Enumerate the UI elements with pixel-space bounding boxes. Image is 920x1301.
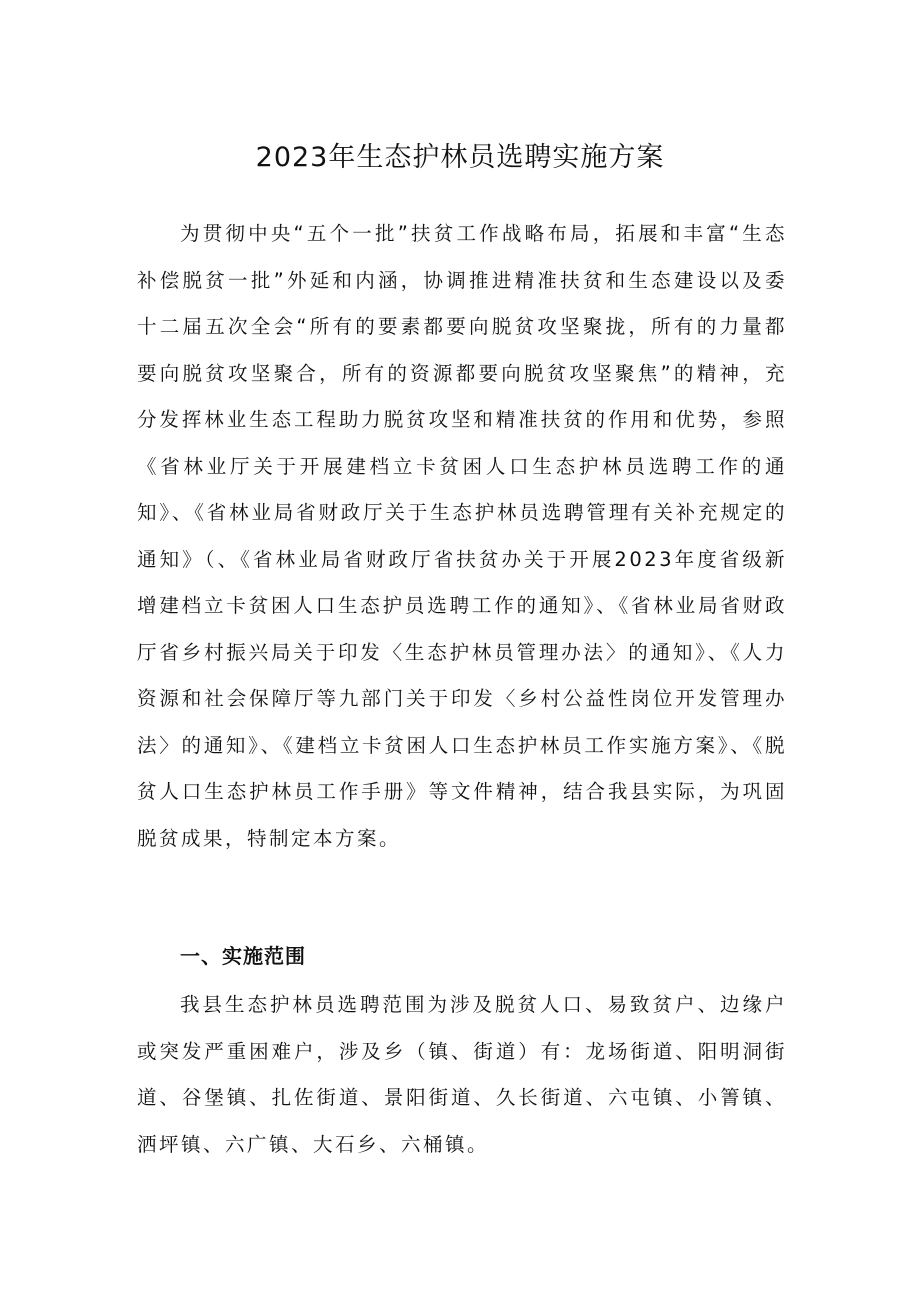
intro-paragraph: 为贯彻中央“五个一批”扶贫工作战略布局，拓展和丰富“生态补偿脱贫一批”外延和内涵，协调推进精准扶贫和生态建设以及委十二届五次全会“所有的要素都要向脱贫攻坚聚拢，所有的力量都要向脱贫攻坚聚合，所有的资源都要向脱贫攻坚聚焦”的精神，充分发挥林业生态工程助力脱贫攻坚和精准扶贫的作用和优势，参照《省林业厅关于开展建档立卡贫困人口生态护林员选聘工作的通知》、《省林业局省财政厅关于生态护林员选聘管理有关补充规定的通知》（、《省林业局省财政厅省扶贫办关于开展2023年度省级新增建档立卡贫困人口生态护员选聘工作的通知》、《省林业局省财政厅省乡村振兴局关于印发〈生态护林员管理办法〉的通知》、《人力资源和社会保障厅等九部门关于印发〈乡村公益性岗位开发管理办法〉的通知》、《建档立卡贫困人口生态护林员工作实施方案》、《脱贫人口生态护林员工作手册》等文件精神，结合我县实际，为巩固脱贫成果，特制定本方案。	[137, 222, 787, 850]
section-heading-scope: 一、实施范围	[180, 944, 306, 968]
section-paragraph-scope: 我县生态护林员选聘范围为涉及脱贫人口、易致贫户、边缘户或突发严重困难户，涉及乡（镇、街道）有：龙场街道、阳明洞街道、谷堡镇、扎佐街道、景阳街道、久长街道、六屯镇、小箐镇、洒坪镇、六广镇、大石乡、六桶镇。	[137, 993, 787, 1156]
document-title: 2023年生态护林员选聘实施方案	[255, 142, 665, 173]
